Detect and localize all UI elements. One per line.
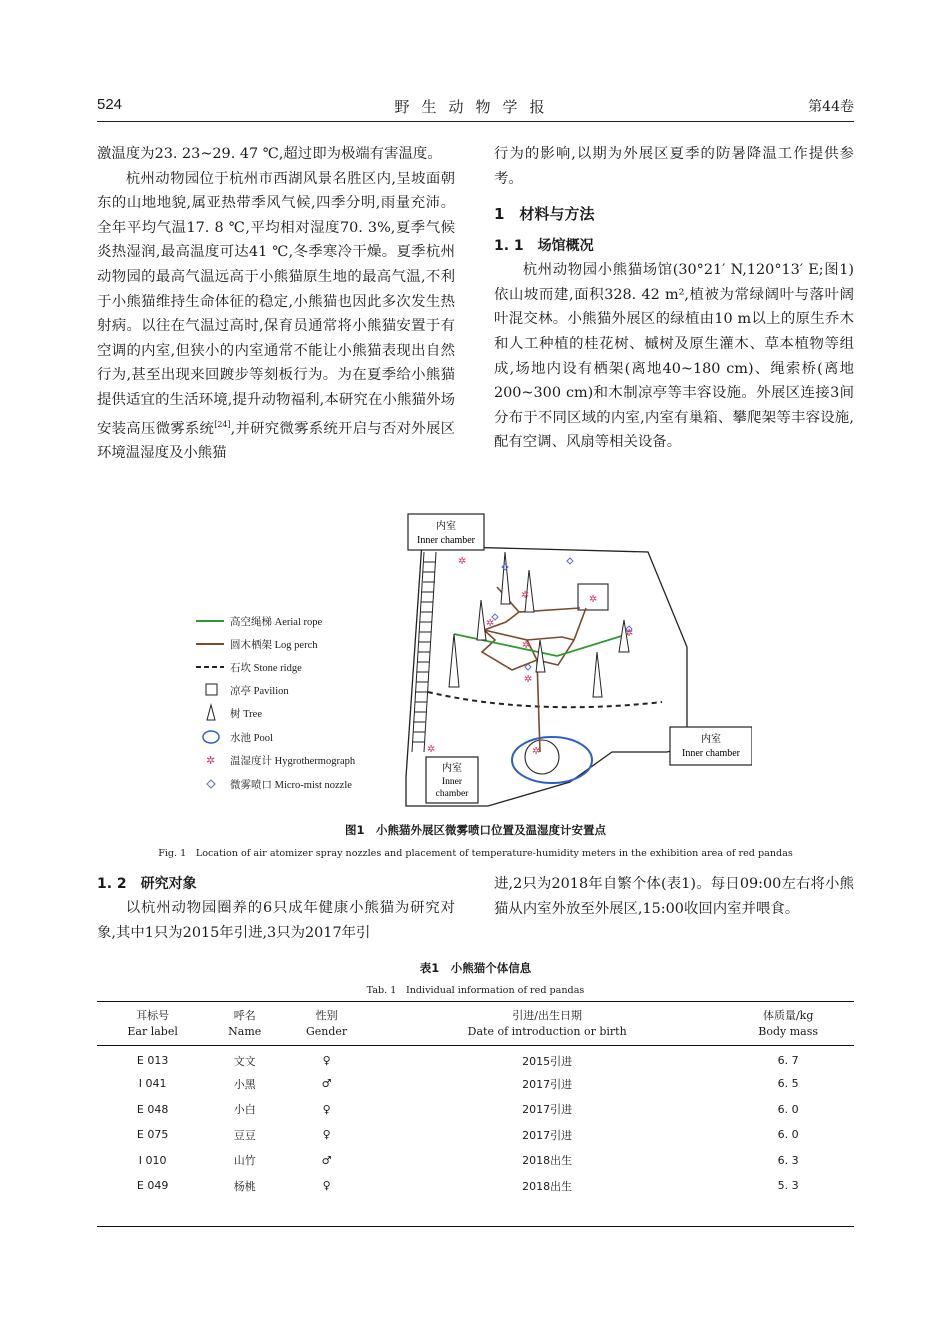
- table-row: [97, 1046, 854, 1072]
- red-panda-table: [97, 1001, 854, 1199]
- legend-mist-nozzle-icon: [207, 780, 215, 788]
- cell: 2017引进: [522, 1103, 573, 1117]
- table-row: [97, 1173, 854, 1199]
- chamber-label-en-1: Inner: [441, 777, 463, 787]
- cell: 2018出生: [522, 1179, 573, 1193]
- cell: 文文: [233, 1054, 256, 1068]
- hygrothermograph-icon: ✲: [524, 674, 533, 685]
- tree-icon: [449, 634, 459, 687]
- legend-label: 微雾喷口 Micro-mist nozzle: [230, 780, 352, 791]
- col-date: 引进/出生日期 Date of introduction or birth: [467, 1009, 627, 1038]
- inner-chamber-right: [670, 727, 752, 765]
- stone-ridge: [428, 692, 662, 707]
- left-column-top: [97, 142, 455, 466]
- volume-label: 第44卷: [808, 99, 854, 115]
- hygrothermograph-icon: ✲: [532, 746, 541, 757]
- cell: 6. 5: [777, 1077, 799, 1091]
- reference-marker: [24]: [214, 419, 231, 429]
- micro-mist-nozzle-icon: [567, 558, 573, 564]
- cell: ♂: [321, 1077, 332, 1091]
- hygrothermograph-icon: ✲: [486, 618, 495, 629]
- chamber-label-cn: 内室: [442, 763, 462, 774]
- col-gender: 性别 Gender: [306, 1009, 348, 1038]
- legend-label: 凉亭 Pavilion: [230, 686, 289, 697]
- cell: ♂: [321, 1153, 332, 1167]
- chamber-label-en-2: chamber: [435, 789, 469, 799]
- legend-label: 圆木栖架 Log perch: [230, 640, 318, 651]
- tree-icon: [477, 600, 486, 640]
- cell: 6. 3: [777, 1153, 799, 1167]
- col-body-mass: 体质量/kg Body mass: [758, 1009, 819, 1038]
- table-row: [97, 1071, 854, 1097]
- pool-inner-ring: [525, 740, 559, 774]
- stairs: [412, 552, 436, 752]
- col-name: 呼名 Name: [228, 1009, 262, 1038]
- legend-label: 树 Tree: [230, 709, 262, 720]
- table-row: [97, 1148, 854, 1174]
- cell: ♀: [322, 1179, 331, 1193]
- right-column-top: [494, 142, 854, 455]
- cell: I 010: [138, 1153, 167, 1167]
- right-column-bottom: [494, 872, 854, 921]
- cell: E 075: [136, 1128, 169, 1142]
- legend-tree-icon: [207, 705, 215, 720]
- legend-label: 温湿度计 Hygrothermograph: [230, 756, 356, 767]
- cell: 2017引进: [522, 1077, 573, 1091]
- journal-title: 野生动物学报: [394, 98, 557, 116]
- table-row: [97, 1097, 854, 1123]
- legend-label: 水池 Pool: [230, 733, 273, 744]
- cell: 豆豆: [233, 1128, 256, 1142]
- hygrothermograph-icon: ✲: [458, 556, 467, 567]
- tree-icon: [593, 652, 602, 697]
- paragraph-subjects: 以杭州动物园圈养的6只成年健康小熊猫为研究对象,其中1只为2015年引进,3只为2017年引: [97, 900, 455, 941]
- subsection-heading: 1. 2 研究对象: [97, 876, 197, 892]
- cell: E 013: [136, 1054, 169, 1067]
- cell: 杨桃: [233, 1179, 256, 1193]
- col-ear-label: 耳标号 Ear label: [127, 1009, 178, 1038]
- cell: ♀: [322, 1054, 331, 1067]
- table-bottom-rule: [97, 1226, 854, 1227]
- table-caption-en: Tab. 1 Individual information of red pandas: [366, 985, 585, 996]
- paragraph: 进,2只为2018年自繁个体(表1)。每日09:00左右将小熊猫从内室外放至外展区,15:00收回内室并喂食。: [494, 876, 854, 917]
- table-row: [97, 1122, 854, 1148]
- legend-label: 石坎 Stone ridge: [230, 663, 302, 674]
- subsection-heading: 1. 1 场馆概况: [494, 238, 594, 255]
- paragraph: 激温度为23. 23~29. 47 ℃,超过即为极端有害温度。: [97, 146, 442, 162]
- page-number: 524: [97, 96, 123, 113]
- section-heading: 1 材料与方法: [494, 205, 595, 224]
- chamber-label-cn: 内室: [701, 734, 721, 745]
- hygrothermograph-icon: ✲: [521, 590, 530, 601]
- mist-nozzles: [492, 558, 632, 670]
- cell: 5. 3: [777, 1179, 799, 1193]
- legend-pool-icon: [203, 731, 219, 743]
- cell: 2015引进: [522, 1054, 573, 1068]
- tree-icon: [501, 552, 510, 604]
- cell: ♀: [322, 1128, 331, 1142]
- cell: 6. 0: [777, 1102, 799, 1116]
- cell: E 048: [136, 1102, 169, 1116]
- chamber-label-cn: 内室: [436, 521, 456, 532]
- cell: 2017引进: [522, 1128, 573, 1142]
- hygrothermograph-icon: ✲: [427, 744, 436, 755]
- chamber-label-en: Inner chamber: [416, 535, 476, 546]
- tree-icon: [536, 640, 545, 672]
- paragraph-venue: 杭州动物园小熊猫场馆(30°21′ N,120°13′ E;图1)依山坡而建,面积328. 42 m²,植被为常绿阔叶与落叶阔叶混交林。小熊猫外展区的绿植由10 m以上的原生乔木和人工种植的桂花树、槭树及原生灌木、草本植物等组成,场地内设有栖架(离地40~180 cm)、绳索桥(离地200~300 cm)和木制凉亭等丰容设施。外展区连接3间分布于不同区域的内室,内室有巢箱、攀爬架等丰容设施,配有空调、风扇等相关设备。: [494, 262, 854, 451]
- paragraph: 行为的影响,以期为外展区夏季的防暑降温工作提供参考。: [494, 146, 854, 187]
- cell: E 049: [136, 1179, 169, 1193]
- cell: 小白: [233, 1103, 256, 1117]
- table-header-row: [97, 1002, 854, 1046]
- cell: 2018出生: [522, 1154, 573, 1168]
- trees: [449, 552, 629, 697]
- left-column-bottom: [97, 872, 455, 945]
- legend-label: 高空绳梯 Aerial rope: [230, 617, 323, 628]
- figure-1-map: [192, 512, 752, 812]
- figure-caption-cn: 图1 小熊猫外展区微雾喷口位置及温湿度计安置点: [345, 823, 606, 837]
- cell: 6. 7: [777, 1054, 799, 1067]
- cell: ♀: [322, 1102, 331, 1116]
- paragraph-hangzhou-zoo: 杭州动物园位于杭州市西湖风景名胜区内,呈坡面朝东的山地地貌,属亚热带季风气候,四季分明,雨量充沛。全年平均气温17. 8 ℃,平均相对湿度70. 3%,夏季气候炎热湿润,最高温度可达41 ℃,冬季寒冷干燥。夏季杭州动物园的最高气温远高于小熊猫原生地的最高气温,不利于小熊猫维持生命体征的稳定,小熊猫也因此多次发生热射病。以往在气温过高时,保育员通常将小熊猫安置于有空调的内室,但狭小的内室通常不能让小熊猫表现出自然行为,甚至出现来回踱步等刻板行为。为在夏季给小熊猫提供适宜的生活环境,提升动物福利,本研究在小熊猫外场安装高压微雾系统[24],并研究微雾系统开启与否对外展区环境温湿度及小熊猫: [97, 170, 455, 461]
- figure-caption-en: Fig. 1 Location of air atomizer spray nozzles and placement of temperature-humidity meters in the exhibition area of red pandas: [158, 848, 793, 859]
- legend-hygrothermograph-icon: ✲: [206, 754, 216, 767]
- cell: 6. 0: [777, 1128, 799, 1142]
- table-caption-cn: 表1 小熊猫个体信息: [419, 961, 532, 975]
- hygrothermograph-icon: ✲: [522, 640, 531, 651]
- cell: 山竹: [233, 1154, 256, 1168]
- exhibit-map-svg: [192, 512, 752, 812]
- chamber-label-en: Inner chamber: [681, 748, 741, 759]
- cell: I 041: [138, 1077, 167, 1091]
- hygrothermograph-icon: ✲: [625, 628, 634, 639]
- page-header: [97, 96, 854, 122]
- legend-pavilion-swatch: [206, 684, 217, 695]
- hygrothermograph-icon: ✲: [589, 594, 598, 605]
- legend: [196, 615, 356, 791]
- cell: 小黑: [233, 1077, 256, 1091]
